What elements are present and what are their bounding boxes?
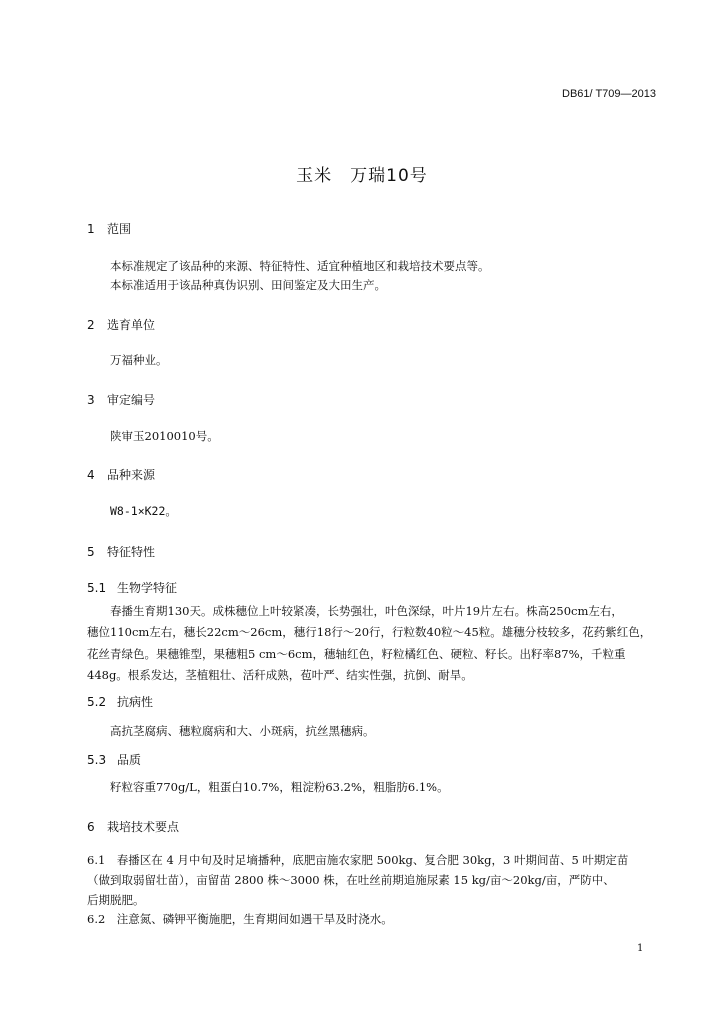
section-title: 抗病性 [117, 695, 154, 709]
section-6-2-text: 6.2 注意氮、磷钾平衡施肥，生育期间如遇干旱及时浇水。 [87, 912, 393, 926]
section-title: 品质 [117, 753, 142, 767]
section-5-heading [87, 543, 155, 560]
section-number: 4 [87, 468, 95, 482]
section-title: 特征特性 [107, 545, 156, 559]
paragraph-line: 春播生育期130天。成株穗位上叶较紧凑，长势强壮，叶色深绿，叶片19片左右。株高250cm左右， [110, 604, 623, 618]
section-title: 选育单位 [107, 318, 156, 332]
paragraph-line: （做到取弱留壮苗），亩留苗 2800 株～3000 株，在吐丝前期追施尿素 15 kg/亩～20kg/亩，严防中、 [87, 873, 615, 887]
section-6-1-paragraph [87, 850, 657, 910]
section-number: 3 [87, 393, 95, 407]
section-5-1-paragraph [87, 601, 657, 686]
section-title: 品种来源 [107, 468, 156, 482]
document-id: DB61/ T709—2013 [562, 88, 656, 100]
section-3-heading [87, 391, 155, 408]
section-5-1-heading [87, 579, 177, 596]
section-number: 1 [87, 222, 95, 236]
page-title: 玉米 万瑞10号 [296, 166, 428, 186]
section-6-heading [87, 818, 179, 835]
section-1-heading [87, 220, 131, 237]
section-5-2-text: 高抗茎腐病、穗粒腐病和大、小斑病，抗丝黑穗病。 [110, 724, 375, 738]
section-title: 范围 [107, 222, 132, 236]
section-1-line-2: 本标准适用于该品种真伪识别、田间鉴定及大田生产。 [110, 278, 386, 292]
section-number: 5.3 [87, 753, 107, 767]
paragraph-line: 6.1 春播区在 4 月中旬及时足墒播种，底肥亩施农家肥 500kg、复合肥 30kg，3 叶期间苗、5 叶期定苗 [87, 853, 629, 867]
section-title: 审定编号 [107, 393, 156, 407]
section-3-text: 陕审玉2010010号。 [110, 429, 219, 443]
paragraph-line: 花丝青绿色。果穗锥型，果穗粗5 cm～6cm，穗轴红色，籽粒橘红色、硬粒、籽长。出籽率87%，千粒重 [87, 646, 626, 661]
section-number: 5.2 [87, 695, 107, 709]
section-4-text: W8-1×K22。 [110, 504, 177, 518]
paragraph-line: 后期脱肥。 [87, 893, 145, 907]
section-5-2-heading [87, 693, 153, 710]
section-1-line-1: 本标准规定了该品种的来源、特征特性、适宜种植地区和栽培技术要点等。 [110, 259, 490, 273]
section-2-heading [87, 316, 155, 333]
section-number: 5 [87, 545, 95, 559]
section-number: 5.1 [87, 581, 107, 595]
section-title: 生物学特征 [117, 581, 178, 595]
section-5-3-heading [87, 751, 141, 768]
section-title: 栽培技术要点 [107, 820, 180, 834]
page-number: 1 [637, 943, 644, 954]
paragraph-line: 穗位110cm左右，穗长22cm～26cm，穗行18行～20行，行粒数40粒～45粒。雄穗分枝较多，花药紫红色， [87, 625, 652, 640]
paragraph-line: 448g。根系发达，茎植粗壮、活秆成熟，苞叶严、结实性强，抗倒、耐旱。 [87, 667, 473, 682]
section-5-3-text: 籽粒容重770g/L，粗蛋白10.7%，粗淀粉63.2%，粗脂肪6.1%。 [110, 780, 449, 794]
section-4-heading [87, 466, 155, 483]
section-number: 2 [87, 318, 95, 332]
section-number: 6 [87, 820, 95, 834]
section-2-text: 万福种业。 [110, 353, 168, 367]
